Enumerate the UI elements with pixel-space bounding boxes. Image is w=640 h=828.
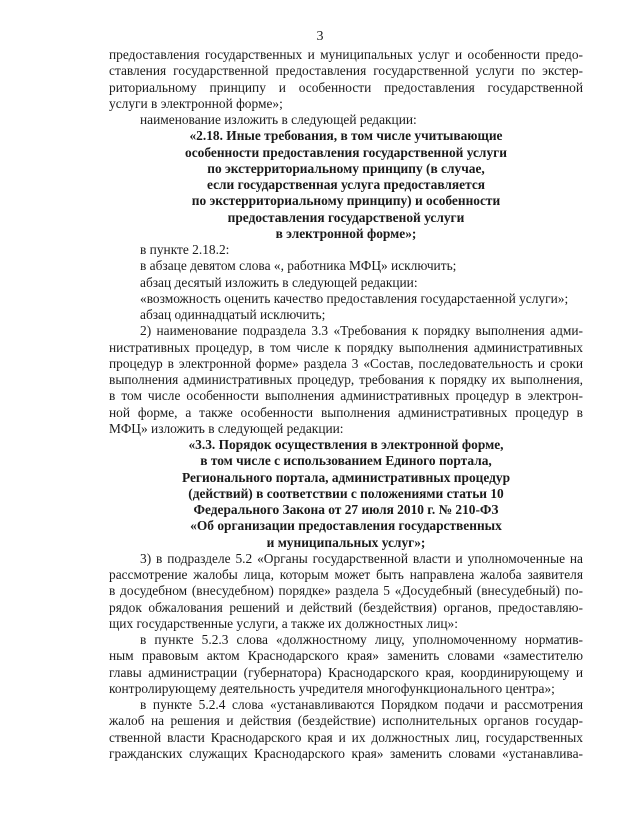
text-line: ственной власти Краснодарского края и их должностных лиц, государственных	[109, 729, 583, 745]
heading-line: особенности предоставления государственной услуги	[185, 144, 507, 160]
heading-line: в том числе с использованием Единого портала,	[200, 453, 492, 469]
text-line: риториальному принципу и особенности предоставления государственной	[109, 79, 583, 95]
text-line: МФЦ» изложить в следующей редакции:	[109, 420, 344, 436]
text-line: контролирующему деятельность учредителя многофункционального центра»;	[109, 680, 555, 696]
text-line: предоставления государственных и муниципальных услуг и особенности предо-	[109, 47, 583, 62]
heading-line: (действий) в соответствии с положениями статьи 10	[188, 485, 504, 501]
text-line: в пункте 5.2.4 слова «устанавливаются Порядком подачи и рассмотрения	[140, 697, 583, 712]
text-line: в абзаце девятом слова «, работника МФЦ» исключить;	[140, 258, 457, 274]
text-line: жалоб на решения и действия (бездействие) исполнительных органов государ-	[109, 713, 583, 729]
heading-line: предоставления государственой услуги	[227, 209, 465, 225]
document-text-body	[109, 47, 583, 762]
heading-line: «2.18. Иные требования, в том числе учитывающие	[189, 128, 503, 144]
heading-line: по экстерриториальному принципу) и особенности	[191, 193, 501, 209]
text-line: в пункте 2.18.2:	[140, 242, 230, 257]
heading-line: Федерального Закона от 27 июля 2010 г. № 210-ФЗ	[193, 502, 499, 517]
text-line: услуги в электронной форме»;	[109, 95, 283, 111]
text-line: в пункте 5.2.3 слова «должностному лицу, уполномоченному норматив-	[140, 632, 583, 647]
text-line: гражданских служащих Краснодарского края» заменить словами «устанавлива-	[109, 745, 583, 761]
text-line: «возможность оценить качество предоставления государстаенной услуги»;	[140, 290, 569, 306]
text-line: главы администрации (губернатора) Краснодарского края, координирующему и	[109, 664, 583, 680]
heading-line: если государственная услуга предоставляется	[206, 177, 486, 192]
text-line: ной форме, а также особенности выполнения административных процедур в	[109, 404, 583, 420]
text-line: 3) в подразделе 5.2 «Органы государственной власти и уполномоченные на	[140, 550, 583, 566]
text-line: рядок обжалования решений и действий (бездействия) органов, предоставляю-	[109, 599, 583, 615]
heading-line: Регионального портала, административных процедур	[181, 469, 511, 485]
text-line: в том числе особенности выполнения административных процедур в электрон-	[109, 388, 583, 404]
text-line: процедур в электронной форме» раздела 3 «Состав, последовательность и сроки	[109, 355, 583, 371]
page-number: 3	[316, 29, 324, 44]
text-line: 2) наименование подраздела 3.3 «Требования к порядку выполнения адми-	[140, 323, 583, 339]
text-line: ным правовым актом Краснодарского края» заменить словами «заместителю	[109, 648, 583, 664]
heading-line: «3.3. Порядок осуществления в электронной форме,	[188, 437, 504, 452]
text-line: абзац десятый изложить в следующей редакции:	[140, 274, 418, 290]
heading-line: «Об организации предоставления государственных	[190, 518, 502, 534]
heading-line: в электронной форме»;	[275, 225, 417, 241]
text-line: наименование изложить в следующей редакции:	[140, 112, 417, 127]
text-line: выполнения административных процедур, требования к порядку их выполнения,	[109, 372, 583, 387]
text-line: в досудебном (внесудебном) порядке» раздела 5 «Досудебный (внесудебный) по-	[109, 583, 583, 599]
text-line: ставления государственной предоставления государственной услуги по экстер-	[109, 63, 583, 79]
text-line: щих государственные услуги, а также их должностных лиц»:	[109, 615, 458, 631]
heading-line: и муниципальных услуг»;	[266, 534, 426, 550]
text-line: абзац одиннадцатый исключить;	[140, 307, 326, 322]
heading-line: по экстерриториальному принципу (в случае,	[207, 160, 485, 176]
text-line: рассмотрение жалобы лица, которым может быть направлена жалоба заявителя	[109, 567, 583, 582]
text-line: нистративных процедур, в том числе к порядку выполнения административных	[109, 339, 583, 355]
